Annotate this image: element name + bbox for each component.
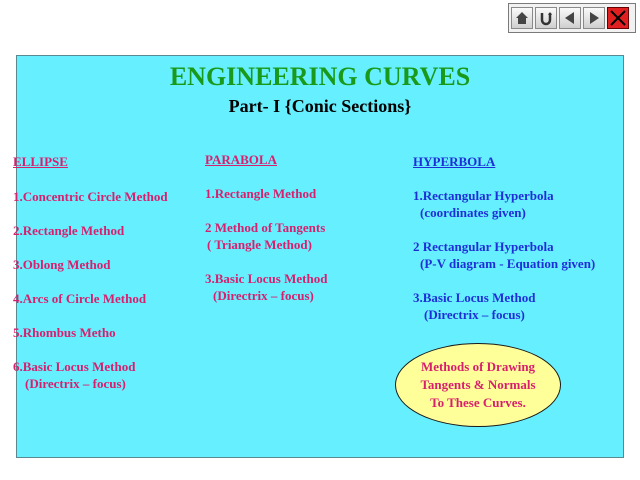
ellipse-method-6: 6.Basic Locus Method xyxy=(13,359,136,374)
close-icon xyxy=(609,9,627,27)
hyperbola-method-3: 3.Basic Locus Method xyxy=(413,290,536,305)
ellipse-method-5: 5.Rhombus Metho xyxy=(13,325,116,340)
ellipse-method-1: 1.Concentric Circle Method xyxy=(13,189,168,204)
next-button[interactable] xyxy=(583,7,605,29)
next-icon xyxy=(586,10,602,26)
parabola-method-1: 1.Rectangle Method xyxy=(205,186,317,201)
parabola-method-3-note: (Directrix – focus) xyxy=(213,288,314,303)
slide-title: ENGINEERING CURVES xyxy=(169,62,471,91)
navigation-toolbar xyxy=(508,3,636,33)
tangents-normals-callout[interactable] xyxy=(395,343,561,427)
hyperbola-method-2: 2 Rectangular Hyperbola xyxy=(413,239,554,254)
slide-panel xyxy=(13,55,624,458)
home-icon xyxy=(514,10,530,26)
hyperbola-method-1: 1.Rectangular Hyperbola xyxy=(413,188,554,203)
previous-icon xyxy=(562,10,578,26)
hyperbola-heading[interactable]: HYPERBOLA xyxy=(413,154,496,169)
slide-subtitle: Part- I {Conic Sections} xyxy=(228,96,412,116)
previous-button[interactable] xyxy=(559,7,581,29)
ellipse-method-6-note: (Directrix – focus) xyxy=(25,376,126,391)
callout-text: Methods of Drawing Tangents & Normals To These Curves. xyxy=(420,359,536,410)
return-button[interactable] xyxy=(535,7,557,29)
ellipse-method-4: 4.Arcs of Circle Method xyxy=(13,291,147,306)
close-button[interactable] xyxy=(607,7,629,29)
ellipse-heading[interactable]: ELLIPSE xyxy=(13,154,68,169)
parabola-method-2: 2 Method of Tangents xyxy=(205,220,326,235)
parabola-heading[interactable]: PARABOLA xyxy=(205,152,277,167)
return-icon xyxy=(538,10,554,26)
ellipse-method-2: 2.Rectangle Method xyxy=(13,223,125,238)
ellipse-method-3: 3.Oblong Method xyxy=(13,257,111,272)
hyperbola-method-2-note: (P-V diagram - Equation given) xyxy=(420,256,596,271)
hyperbola-method-3-note: (Directrix – focus) xyxy=(424,307,525,322)
hyperbola-method-1-note: (coordinates given) xyxy=(420,205,526,220)
parabola-method-2-note: ( Triangle Method) xyxy=(207,237,312,252)
parabola-method-3: 3.Basic Locus Method xyxy=(205,271,328,286)
home-button[interactable] xyxy=(511,7,533,29)
